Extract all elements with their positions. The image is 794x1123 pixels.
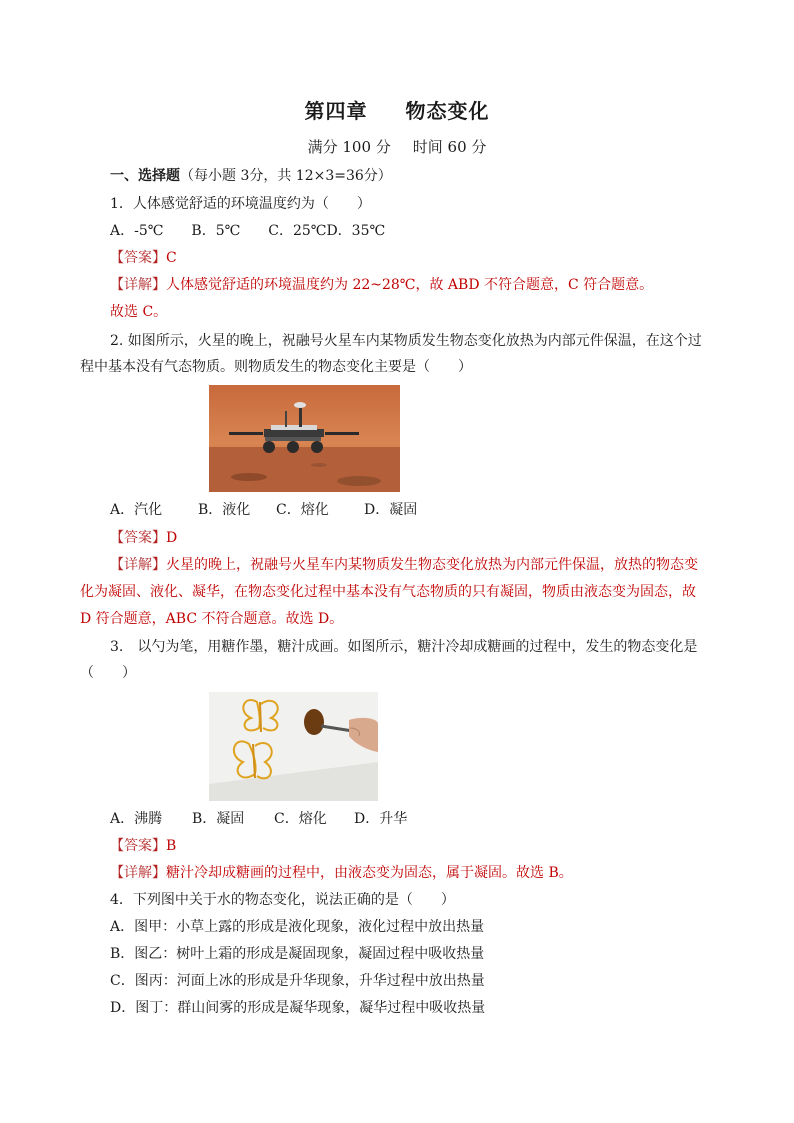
q2-option-d: D．凝固 [364, 502, 418, 518]
q2-options [110, 500, 417, 520]
answer-value: D [166, 530, 178, 546]
q4-option-b: B．图乙：树叶上霜的形成是凝固现象，凝固过程中吸收热量 [110, 946, 485, 962]
q3-option-c: C．熔化 [274, 811, 327, 827]
time-limit: 时间 60 分 [412, 138, 487, 156]
q2-stem-line2: 程中基本没有气态物质。则物质发生的物态变化主要是（ ） [80, 359, 472, 375]
q2-detail-line1 [110, 555, 698, 575]
q1-conclusion: 故选 C。 [110, 304, 168, 320]
q1-answer [110, 248, 177, 268]
detail-text: 糖汁冷却成糖画的过程中，由液态变为固态，属于凝固。故选 B。 [166, 865, 573, 881]
detail-text: 火星的晚上，祝融号火星车内某物质发生物态变化放热为内部元件保温，放热的物态变 [166, 557, 698, 573]
q2-answer [110, 528, 177, 548]
detail-tag: 【详解】 [110, 557, 166, 573]
chapter-name: 物态变化 [405, 99, 490, 123]
section-title: 一、选择题 [110, 168, 180, 184]
q2-stem-line1: 2. 如图所示，火星的晚上，祝融号火星车内某物质发生物态变化放热为内部元件保温，在这个过 [110, 333, 702, 349]
answer-tag: 【答案】 [110, 838, 166, 854]
q3-detail [110, 863, 573, 883]
section-heading [110, 166, 392, 186]
q3-answer [110, 836, 176, 856]
q1-options: A．-5℃ B．5℃ C．25℃D．35℃ [110, 223, 386, 239]
q4-option-a: A．图甲：小草上露的形成是液化现象，液化过程中放出热量 [110, 919, 485, 935]
page-title [0, 95, 794, 124]
q1-detail [110, 275, 653, 295]
q2-option-b: B．液化 [198, 502, 251, 518]
q2-option-c: C．熔化 [276, 502, 329, 518]
sugar-painting-image [209, 692, 378, 801]
q3-option-d: D．升华 [354, 811, 408, 827]
q2-detail-line2: 化为凝固、液化、凝华，在物态变化过程中基本没有气态物质的只有凝固，物质由液态变为固态，故 [80, 584, 696, 600]
detail-tag: 【详解】 [110, 865, 166, 881]
answer-tag: 【答案】 [110, 530, 166, 546]
q3-option-a: A．沸腾 [110, 811, 163, 827]
q3-option-b: B．凝固 [192, 811, 245, 827]
answer-value: C [166, 250, 177, 266]
full-score: 满分 100 分 [307, 138, 391, 156]
detail-tag: 【详解】 [110, 277, 166, 293]
chapter-number: 第四章 [304, 99, 368, 123]
q2-option-a: A．汽化 [110, 502, 163, 518]
answer-value: B [166, 838, 177, 854]
q2-detail-line3: D 符合题意，ABC 不符合题意。故选 D。 [80, 611, 344, 627]
mars-rover-image [209, 385, 400, 492]
exam-info [0, 136, 794, 157]
section-note: （每小题 3分，共 12×3=36分） [180, 168, 392, 184]
detail-text: 人体感觉舒适的环境温度约为 22~28℃，故 ABD 不符合题意，C 符合题意。 [166, 277, 654, 293]
q4-option-c: C．图丙：河面上冰的形成是升华现象，升华过程中放出热量 [110, 973, 485, 989]
q3-stem-line2: （ ） [80, 665, 136, 681]
q4-option-d: D．图丁：群山间雾的形成是凝华现象，凝华过程中吸收热量 [110, 1000, 486, 1016]
q1-stem: 1．人体感觉舒适的环境温度约为（ ） [110, 196, 371, 212]
q4-stem: 4．下列图中关于水的物态变化，说法正确的是（ ） [110, 892, 455, 908]
q3-options [110, 809, 407, 829]
q3-stem-line1: 3. 以勺为笔，用糖作墨，糖汁成画。如图所示，糖汁冷却成糖画的过程中，发生的物态变化是 [110, 639, 698, 655]
answer-tag: 【答案】 [110, 250, 166, 266]
